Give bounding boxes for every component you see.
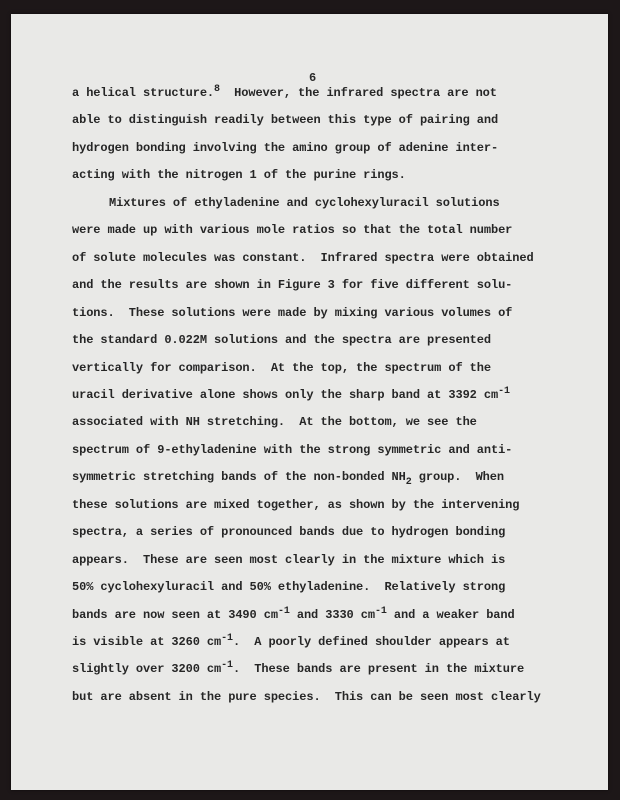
text-line: [72, 168, 406, 182]
text-run: but are absent in the pure species. This can be seen most clearly: [72, 689, 541, 704]
text-run: associated with NH stretching. At the bottom, we see the: [72, 415, 477, 430]
text-run: symmetric stretching bands of the non-bonded NH: [72, 470, 406, 485]
text-run: and 3330 cm: [289, 607, 375, 622]
page-number: 6: [309, 71, 317, 85]
text-run: slightly over 3200 cm: [72, 662, 222, 677]
text-run: these solutions are mixed together, as shown by the intervening: [72, 497, 520, 512]
text-run: . These bands are present in the mixture: [232, 662, 525, 677]
superscript: -1: [221, 633, 233, 644]
text-line: [72, 141, 498, 155]
text-line: [72, 635, 510, 649]
text-run: a helical structure.: [72, 86, 215, 100]
text-line: [72, 278, 512, 292]
text-run: . A poorly defined shoulder appears at: [232, 635, 510, 649]
superscript: -1: [374, 605, 387, 617]
text-line: [72, 415, 477, 429]
text-run: acting with the nitrogen 1 of the purine rings.: [72, 168, 406, 183]
text-run: and a weaker band: [386, 607, 515, 622]
text-run: spectrum of 9-ethyladenine with the strong symmetric and anti-: [72, 442, 513, 457]
text-line: [72, 662, 524, 676]
text-run: bands are now seen at 3490 cm: [72, 607, 278, 622]
text-run: group. When: [411, 470, 504, 485]
text-run: vertically for comparison. At the top, the spectrum of the: [72, 360, 491, 375]
text-run: and the results are shown in Figure 3 for five different solu-: [72, 278, 513, 293]
text-run: the standard 0.022M solutions and the spectra are presented: [72, 333, 491, 348]
superscript: -1: [498, 385, 510, 397]
text-run: hydrogen bonding involving the amino group of adenine inter-: [72, 140, 499, 155]
text-line: [72, 385, 510, 402]
text-line: [72, 86, 497, 100]
superscript: -1: [221, 660, 233, 672]
subscript: 2: [405, 477, 412, 489]
text-run: Mixtures of ethyladenine and cyclohexyluracil solutions: [109, 195, 500, 210]
text-run: However, the infrared spectra are not: [219, 86, 497, 100]
text-line: [72, 306, 512, 320]
text-run: uracil derivative alone shows only the sharp band at 3392 cm: [72, 387, 499, 402]
text-run: appears. These are seen most clearly in the mixture which is: [72, 552, 506, 567]
text-run: were made up with various mole ratios so that the total number: [72, 223, 513, 238]
text-line: [72, 553, 505, 567]
superscript: -1: [277, 605, 290, 617]
text-line: [72, 690, 541, 704]
text-line: [72, 361, 491, 375]
superscript: 8: [214, 84, 220, 95]
text-line: [72, 525, 505, 539]
text-line: [72, 605, 515, 622]
text-line: [72, 443, 512, 457]
text-line: [72, 223, 512, 237]
text-line: [72, 498, 519, 512]
text-run: 50% cyclohexyluracil and 50% ethyladenine. Relatively strong: [72, 580, 506, 595]
text-line: [72, 470, 504, 489]
text-run: of solute molecules was constant. Infrared spectra were obtained: [72, 250, 534, 265]
text-line: [72, 580, 505, 594]
text-run: able to distinguish readily between this type of pairing and: [72, 113, 499, 128]
typewritten-page: [11, 14, 608, 790]
text-line: [72, 333, 491, 347]
text-line: [72, 251, 534, 265]
text-line: [72, 113, 498, 127]
text-line: [109, 196, 500, 210]
text-run: spectra, a series of pronounced bands due to hydrogen bonding: [72, 525, 506, 540]
text-run: tions. These solutions were made by mixing various volumes of: [72, 305, 513, 320]
text-run: is visible at 3260 cm: [72, 635, 222, 649]
